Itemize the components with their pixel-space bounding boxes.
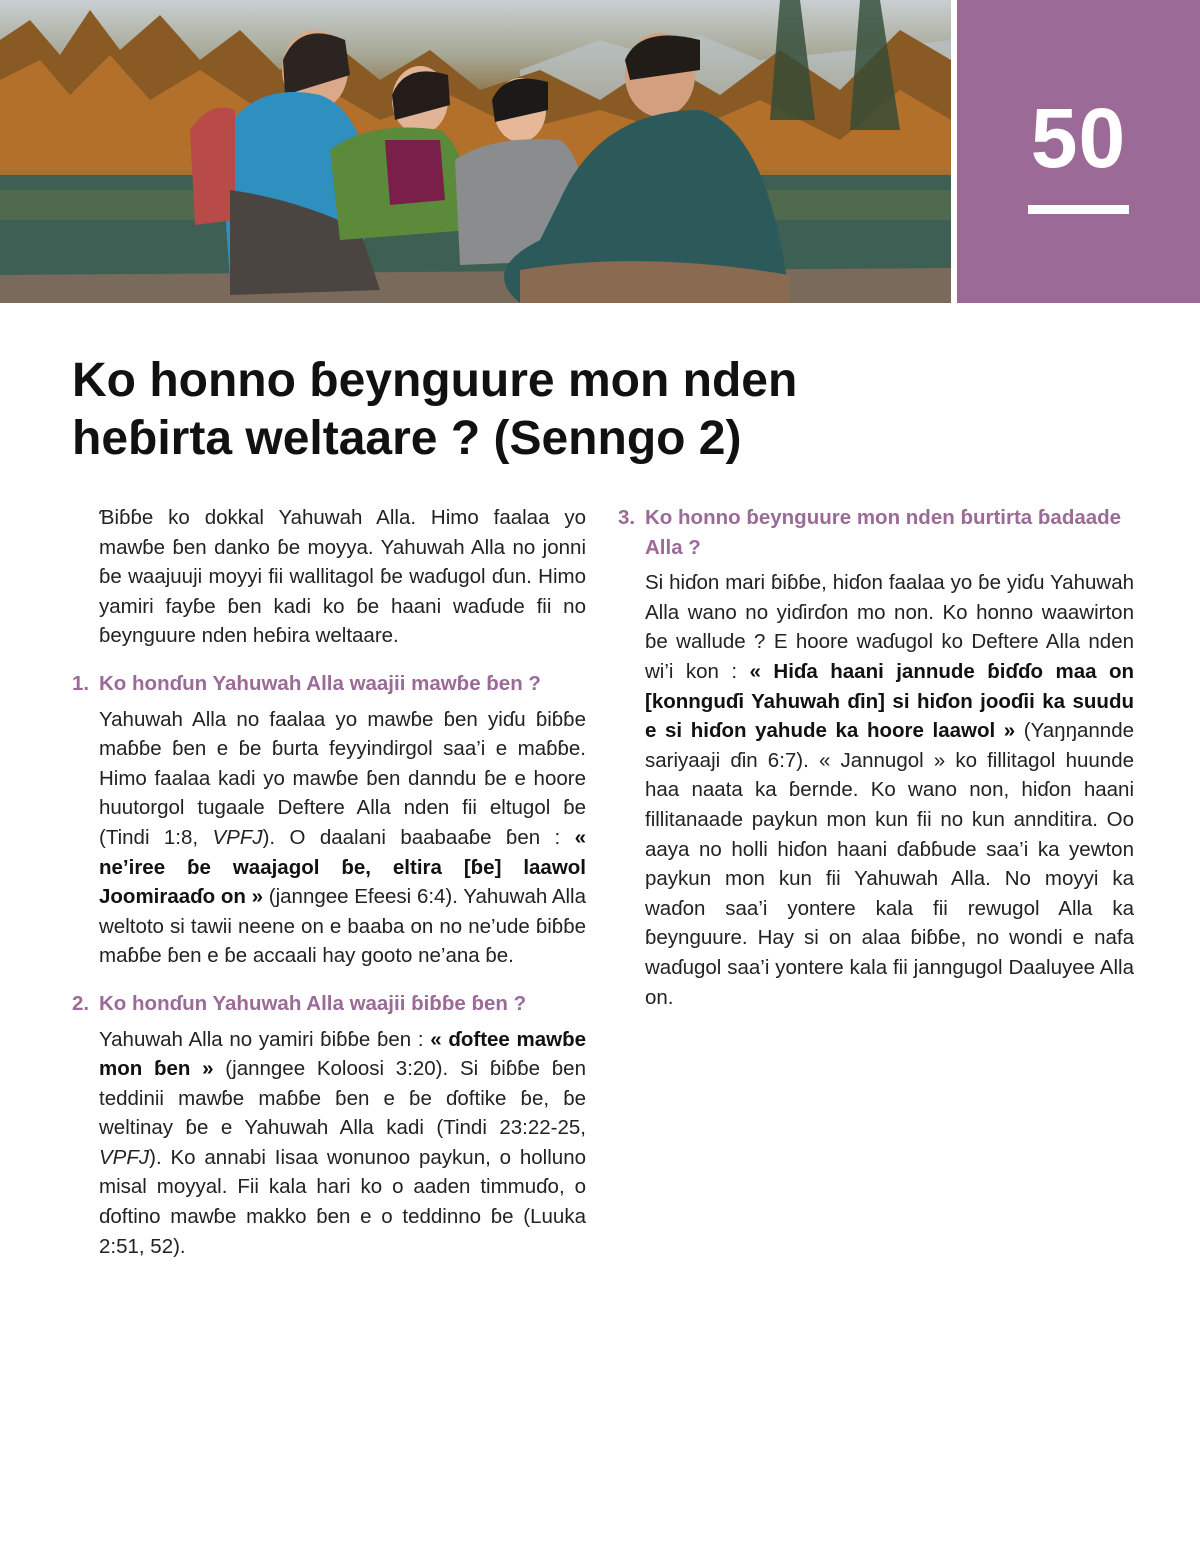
answer-3-text-a: Si hiɗon mari ɓiɓɓe, hiɗon faalaa yo ɓe yiɗu Yahuwah Alla wano no yiɗirɗon mo non. Ko honno waawirton ɓe wallude ? E hoore waɗugol ko Deftere Alla nden wi’i kon : [645, 571, 1134, 683]
answer-2-ref: VPFJ [99, 1145, 150, 1169]
answer-1-ref: VPFJ [212, 825, 263, 849]
hero-photo [0, 0, 951, 303]
answer-1-text-b: ). O daalani baabaaɓe ɓen : [262, 825, 575, 849]
answer-1-text-c: (janngee Efeesi 6:4). Yahuwah Alla weltoto si tawii neene on e baaba on no ne’ude ɓiɓɓe maɓɓe ɓen e ɓe accaali hay gooto ne’ana ɓe. [99, 885, 587, 968]
question-2-heading [72, 989, 586, 1019]
answer-3-paragraph [645, 568, 1134, 1012]
answer-2-text-a: Yahuwah Alla no yamiri ɓiɓɓe ɓen : [99, 1027, 431, 1051]
answer-2-paragraph [99, 1025, 586, 1262]
intro-paragraph: Ɓiɓɓe ko dokkal Yahuwah Alla. Himo faalaa yo mawɓe ɓen danko ɓe moyya. Yahuwah Alla no jonni ɓe waajuuji moyyi fii wallitagol ɓe waɗugol ɗun. Himo yamiri fayɓe ɓen kadi ko ɓe haani waɗude fii no ɓeynguure nden heɓira weltaare. [99, 506, 586, 648]
question-3-heading [618, 503, 1134, 562]
answer-2-quote: « ɗoftee mawɓe mon ɓen » [99, 1027, 586, 1081]
family-lake-illustration [0, 0, 951, 303]
answer-2-text-b: (janngee Koloosi 3:20). Si ɓiɓɓe ɓen teddinii mawɓe maɓɓe ɓen e ɓe ɗoftike ɓe, ɓe weltinay ɓe e Yahuwah Alla kadi (Tindi 23:22-25, [99, 1057, 586, 1140]
question-1-text: Ko honɗun Yahuwah Alla waajii mawɓe ɓen ? [99, 671, 541, 695]
question-2-number: 2. [72, 991, 90, 1015]
lesson-number-underline [1028, 205, 1129, 214]
question-2-text: Ko honɗun Yahuwah Alla waajii ɓiɓɓe ɓen ? [99, 991, 527, 1015]
answer-2-text-c: ). Ko annabi Iisaa wonunoo paykun, o holluno misal moyyal. Fii kala hari ko o aaden timmuɗo, o ɗoftino mawɓe makko ɓen e o teddinno ɓe (Luuka 2:51, 52). [99, 1145, 586, 1258]
left-column [72, 503, 586, 1261]
lesson-number-badge [957, 0, 1200, 303]
question-1-number: 1. [72, 671, 90, 695]
answer-3-text-b: (Yaŋŋannde sariyaaji ɗin 6:7). « Jannugol » ko fillitagol huunde haa naata ka ɓernde. Ko wano non, hiɗon haani fillitanaade paykun mon kun fii no kun annditira. Oo aaya no holli hiɗon haani ɗaɓɓude saa’i ka yewton paykun mon kun fii Yahuwah Alla. No moyyi ka waɗon saa’i yontere kala fii rewugol Alla ka ɓeynguure. Hay si on alaa ɓiɓɓe, no wondi e nafa waɗugol saa’i yontere kala fii janngugol Daaluyee Alla on. [645, 719, 1134, 1009]
right-column [618, 503, 1134, 1012]
answer-1-text-a: Yahuwah Alla no faalaa yo mawɓe ɓen yiɗu ɓiɓɓe maɓɓe ɓen e ɓe ɓurta feyyindirgol saa’i e maɓɓe. Himo faalaa kadi yo mawɓe ɓen danndu ɓe e hoore huutorgol tugaale Deftere Alla nden fii eltugol ɓe (Tindi 1:8, [99, 707, 586, 849]
question-3-number: 3. [618, 506, 636, 529]
answer-1-quote: « ne’iree ɓe waajagol ɓe, eltira [ɓe] laawol Joomiraaɗo on » [99, 825, 586, 909]
page-title: Ko honno ɓeynguure mon nden heɓirta weltaare ? (Senngo 2) [72, 354, 798, 465]
question-1-heading [72, 669, 586, 699]
lesson-number: 50 [1030, 91, 1127, 185]
question-3-text: Ko honno ɓeynguure mon nden ɓurtirta ɓadaade Alla ? [645, 506, 1122, 559]
answer-1-paragraph [99, 705, 586, 971]
answer-3-quote: « Hiɗa haani jannude ɓiɗɗo maa on [konnguɗi Yahuwah ɗin] si hiɗon jooɗii ka suudu e si hiɗon yahude ka hoore laawol » [645, 659, 1134, 743]
